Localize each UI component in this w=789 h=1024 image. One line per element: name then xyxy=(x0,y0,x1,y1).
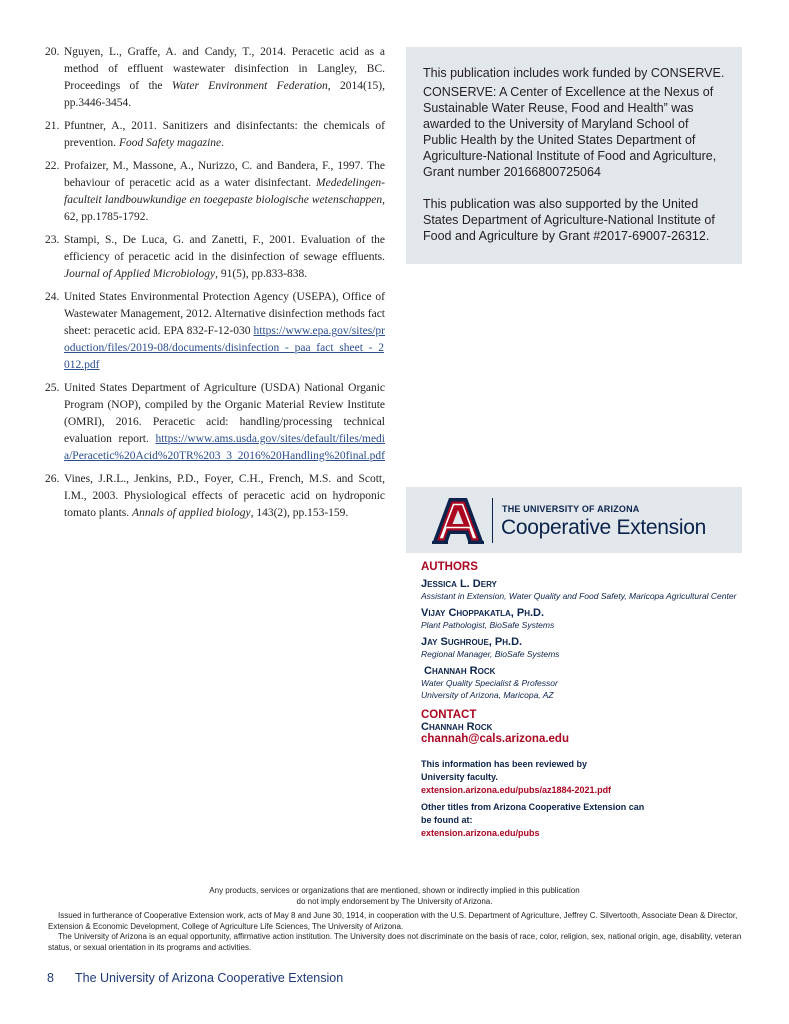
reference-number: 22. xyxy=(45,160,60,172)
reference-text: United States Environmental Protection Agency (USEPA), Office of Wastewater Management, 2012. Alternative disinfection methods fact sheet: peracetic acid. EPA 832-F-12-030 xyxy=(64,291,385,337)
logo-university-name: THE UNIVERSITY OF ARIZONA xyxy=(502,504,640,514)
reference-tail: , 2014(15), pp.3446-3454. xyxy=(64,80,385,109)
funding-box xyxy=(406,47,742,264)
author-name: Jessica L. Dery xyxy=(421,578,497,590)
logo-divider xyxy=(492,498,493,543)
reference-text: Pfuntner, A., 2011. Sanitizers and disinfectants: the chemicals of prevention. xyxy=(64,120,385,149)
university-a-logo-icon xyxy=(430,497,486,545)
reference-tail: . xyxy=(221,137,225,149)
reference-journal: Journal of Applied Microbiology xyxy=(64,268,216,280)
author-name: Jay Sughroue, Ph.D. xyxy=(421,636,523,648)
cooperative-extension-logo xyxy=(406,487,742,553)
funding-usda: This publication was also supported by the United States Department of Agriculture-National Institute of Food and Agriculture by Grant #2017-69007-26312. xyxy=(423,197,715,243)
reference-journal: Mededelingen-faculteit landbouwkundige en toegepaste biologische wetenschappen xyxy=(64,177,385,206)
reference-link-epa[interactable]: https://www.epa.gov/sites/production/files/2019-08/documents/disinfection_-_paa_fact_sheet_-_2012.pdf xyxy=(64,325,385,371)
reference-number: 21. xyxy=(45,120,60,132)
page-footer xyxy=(47,971,343,985)
reference-journal: Water Environment Federation xyxy=(171,80,328,92)
reference-text: Profaizer, M., Massone, A., Nurizzo, C. and Bandera, F., 1997. The behaviour of peracetic acid as a water disinfectant. xyxy=(64,160,385,189)
reference-item xyxy=(45,380,385,465)
reference-item xyxy=(45,289,385,374)
reference-number: 20. xyxy=(45,46,60,58)
reference-item xyxy=(45,232,385,283)
reference-number: 23. xyxy=(45,234,60,246)
reference-text: Nguyen, L., Graffe, A. and Candy, T., 2014. Peracetic acid as a method of effluent wastewater disinfection in Langley, BC. Proceedings of the xyxy=(64,46,385,92)
reference-tail: , 143(2), pp.153-159. xyxy=(250,507,349,519)
author-name: Channah Rock xyxy=(424,665,496,677)
reference-number: 25. xyxy=(45,382,60,394)
issued-statement: Issued in furtherance of Cooperative Extension work, acts of May 8 and June 30, 1914, in cooperation with the U.S. Department of Agriculture, Jeffrey C. Silvertooth, Associate Dean & Director, Extension & Economic Development, College of Agriculture Life Sciences, The University of Arizona. xyxy=(48,911,738,931)
authors-block xyxy=(421,561,741,840)
endorsement-disclaimer xyxy=(0,885,789,907)
funding-conserve: CONSERVE: A Center of Excellence at the Nexus of Sustainable Water Reuse, Food and Health” was awarded to the University of Maryland School of Public Health by the United States Department of Agriculture-National Institute of Food and Agriculture, Grant number 20166800725064 xyxy=(423,85,717,179)
logo-cooperative-extension: Cooperative Extension xyxy=(501,516,706,539)
funding-line: This publication includes work funded by CONSERVE. xyxy=(423,66,725,80)
reference-journal: Annals of applied biology xyxy=(132,507,251,519)
reference-number: 24. xyxy=(45,291,60,303)
reference-item xyxy=(45,118,385,152)
contact-email-link[interactable]: channah@cals.arizona.edu xyxy=(421,733,569,745)
contact-heading: CONTACT xyxy=(421,709,477,721)
legal-notice xyxy=(48,911,748,953)
author-role: Plant Pathologist, BioSafe Systems xyxy=(421,620,555,630)
contact-name: Channah Rock xyxy=(421,721,493,733)
reference-text: Stampi, S., De Luca, G. and Zanetti, F., 2001. Evaluation of the efficiency of peracetic acid in the disinfection of sewage effluents. xyxy=(64,234,385,263)
authors-heading: AUTHORS xyxy=(421,561,478,573)
reference-item xyxy=(45,471,385,522)
reference-text: United States Department of Agriculture (USDA) National Organic Program (NOP), compiled by the Organic Material Review Institute (OMRI), 2016. Peracetic acid: handling/processing technical evaluation report. xyxy=(64,382,385,445)
page-footer-title: The University of Arizona Cooperative Extension xyxy=(75,971,344,985)
reference-text: Vines, J.R.L., Jenkins, P.D., Foyer, C.H., French, M.S. and Scott, I.M., 2003. Physiological effects of peracetic acid on hydroponic tomato plants. xyxy=(64,473,385,519)
reference-number: 26. xyxy=(45,473,60,485)
disclaimer-line: do not imply endorsement by The University of Arizona. xyxy=(296,897,493,906)
page-number: 8 xyxy=(47,971,54,985)
pubs-url-link[interactable]: extension.arizona.edu/pubs xyxy=(421,828,540,838)
reference-item xyxy=(45,158,385,226)
reference-link-usda[interactable]: https://www.ams.usda.gov/sites/default/files/media/Peracetic%20Acid%20TR%203_3_2016%20Handling%20final.pdf xyxy=(64,433,385,462)
publication-url-link[interactable]: extension.arizona.edu/pubs/az1884-2021.pdf xyxy=(421,785,612,795)
reference-item xyxy=(45,44,385,112)
reference-tail: , 91(5), pp.833-838. xyxy=(215,268,308,280)
author-role: Water Quality Specialist & Professor University of Arizona, Maricopa, AZ xyxy=(421,678,558,700)
references-list xyxy=(45,44,385,528)
reference-tail: , 62, pp.1785-1792. xyxy=(64,194,385,223)
other-titles-notice: Other titles from Arizona Cooperative Extension can be found at: xyxy=(421,802,645,825)
author-name: Vijay Choppakatla, Ph.D. xyxy=(421,607,545,619)
author-role: Assistant in Extension, Water Quality and Food Safety, Maricopa Agricultural Center xyxy=(421,591,737,601)
author-role: Regional Manager, BioSafe Systems xyxy=(421,649,560,659)
reference-journal: Food Safety magazine xyxy=(118,137,222,149)
disclaimer-line: Any products, services or organizations that are mentioned, shown or indirectly implied in this publication xyxy=(209,886,580,895)
review-notice: This information has been reviewed by University faculty. xyxy=(421,759,588,782)
eeo-statement: The University of Arizona is an equal opportunity, affirmative action institution. The University does not discriminate on the basis of race, color, religion, sex, national origin, age, disability, veteran status, or sexual orientation in its programs and activities. xyxy=(48,932,742,952)
